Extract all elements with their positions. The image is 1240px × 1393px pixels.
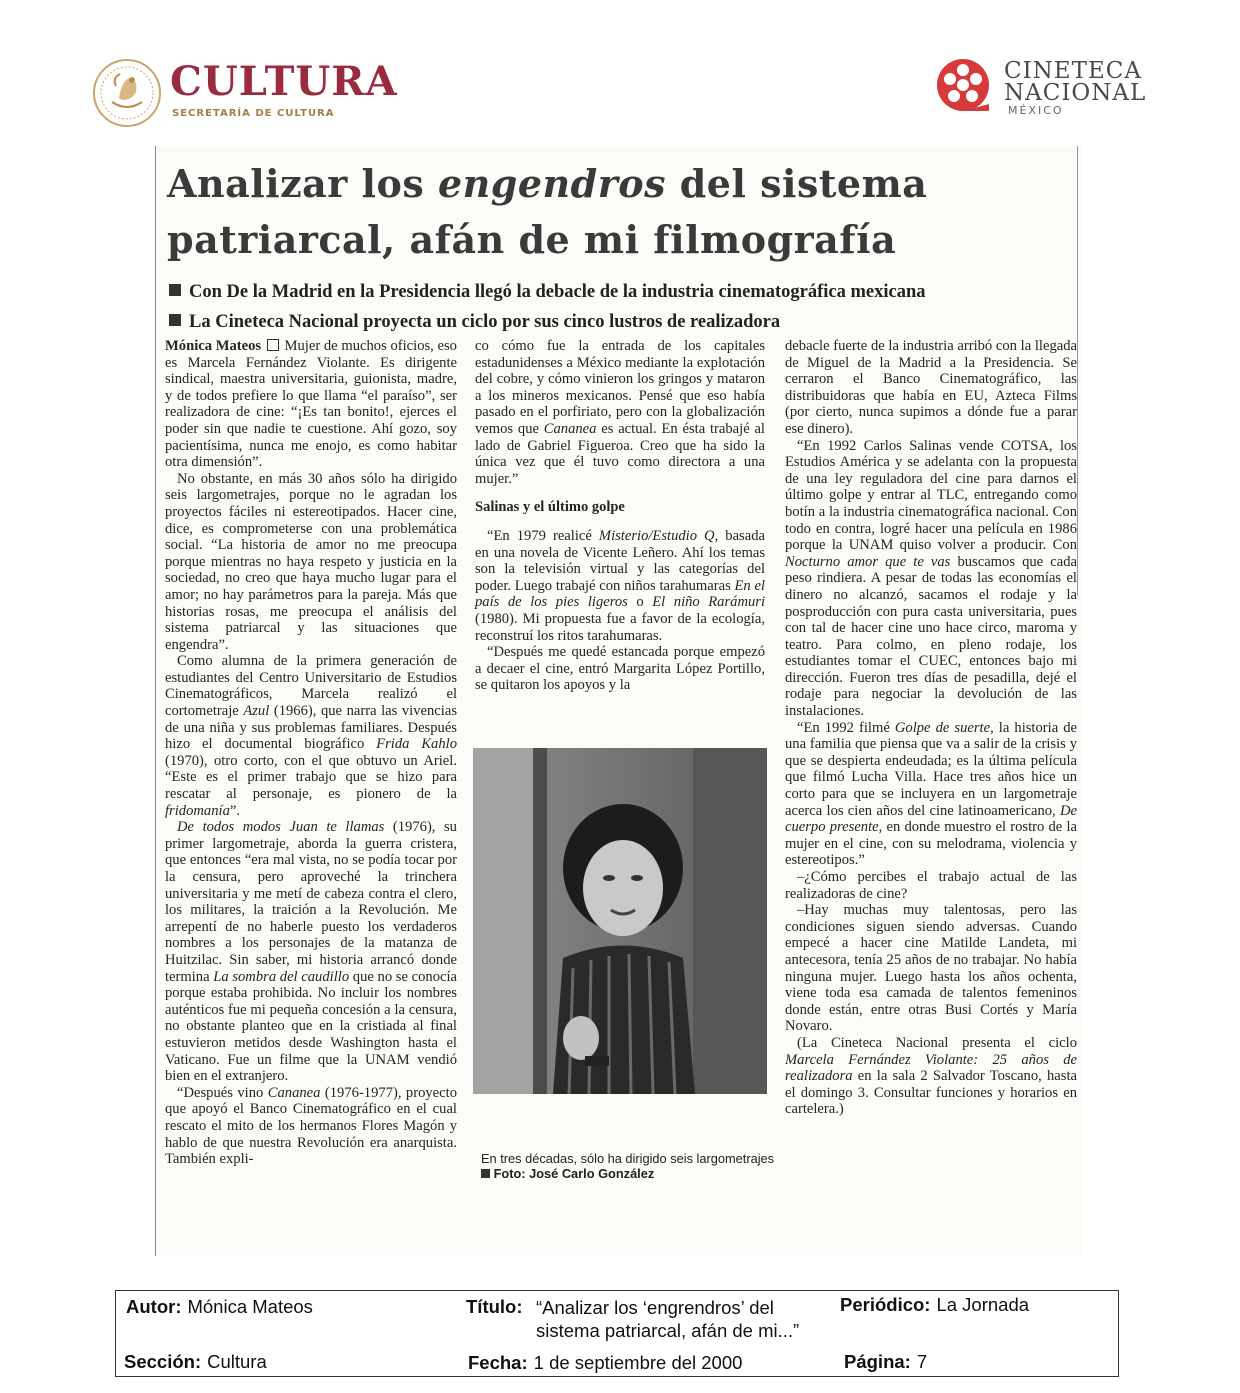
photo-caption: En tres décadas, sólo ha dirigido seis largometrajes Foto: José Carlo González [481,1151,775,1181]
paragraph: “Después vino Cananea (1976-1977), proyecto que apoyó el Banco Cinematográfico en el cual rescato el mito de los hermanos Flores Magón y hablo de que nuestra Revolución era anarquista. También expli- [165,1084,457,1168]
film-reel-icon [936,58,990,112]
bullet-square-icon [481,1169,490,1178]
paragraph: “En 1992 Carlos Salinas vende COTSA, los Estudios América y se adelanta con la propuesta de una ley reguladora del cine para darnos el último golpe y entrar al TLC, entregando como botín a la industria cinematográfica nacional. Con todo en contra, logré hacer una película en 1986 porque la UNAM quiso volver a producir. Con Nocturno amor que te vas buscamos que cada peso rindiera. A pesar de todas las economías el dinero no alcanzó, sacamos el rodaje y la posproducción con pura casta universitaria, pues con tal de hacer cine uno hace circo, maroma y teatro. Para colmo, en pleno rodaje, los estudiantes tomar el CUEC, entonces bajo mi dirección. Fueron tres días de pesadilla, dejé el rodaje para negociar la devolución de las instalaciones. [785,437,1077,720]
article-photo [473,748,767,1094]
bullet-square-icon [169,314,181,326]
paragraph: debacle fuerte de la industria arribó con la llegada de Miguel de la Madrid a la Presidencia. Se cerraron el Banco Cinematográfico, las distribuidoras que había en EU, Azteca Films (por cierto, nunca supimos a dónde fue a parar ese dinero). [785,338,1077,437]
clipping-left-edge [155,146,156,1256]
paragraph: “En 1992 filmé Golpe de suerte, la historia de una familia que piensa que va a salir de la crisis y que se despierta endeudada; es la última película que filmó Lucha Villa. Hace tres años hice un corto para que se incluyera en un largometraje acerca los cien años del cine latinoamericano, De cuerpo presente, en donde muestro el rostro de la mujer en el cine, con su melodrama, violencia y estereotipos.” [785,719,1077,869]
separator-box-icon [267,339,279,351]
coat-of-arms-seal-icon [92,58,162,128]
paragraph: “En 1979 realicé Misterio/Estudio Q, basada en una novela de Vicente Leñero. Ahí los temas son la televisión virtual y las categorías del poder. Luego trabajé con niños tarahumaras En el país de los pies ligeros o El niño Rarámuri (1980). Mi propuesta fue a favor de la ecología, reconstruí los ritos tarahumaras. [475,527,766,644]
paragraph: –Hay muchas muy talentosas, pero las condiciones siguen siendo adversas. Cuando empecé a hacer cine Matilde Landeta, mi antecesora, tenía 25 años de no trabajar. No había ninguna mujer. Luego hasta los años ochenta, viene toda esa camada de talentos femeninos donde están, entre otras Busi Cortés y María Novaro. [785,902,1077,1035]
clipping-right-rule [1077,146,1078,596]
paragraph: co cómo fue la entrada de los capitales estadunidenses a México mediante la explotación del cobre, y cómo vinieron los gringos y mataron a los mineros mexicanos. Pensé que eso había pasado en el porfiriato, pero con la globalización vemos que Cananea es actual. En ésta trabajé al lado de Gabriel Figueroa. Creo que ha sido la única vez que él tuvo como directora a una mujer.” [475,338,765,487]
bullet-square-icon [169,284,181,296]
photo-credit: Foto: José Carlo González [493,1166,655,1181]
cineteca-nacional-logo [934,54,1164,118]
autor-field: Autor: Mónica Mateos [126,1296,313,1317]
titulo-value: “Analizar los ‘engrendros’ del sistema patriarcal, afán de mi...” [536,1297,800,1341]
fecha-field: Fecha: 1 de septiembre del 2000 [468,1352,743,1373]
paragraph: (La Cineteca Nacional presenta el ciclo Marcela Fernández Violante: 25 años de realizadora en la sala 2 Salvador Toscano, hasta el domingo 3. Consultar funciones y horarios en cartelera.) [785,1034,1077,1118]
pagina-field: Página: 7 [844,1351,928,1372]
paragraph: De todos modos Juan te llamas (1976), su primer largometraje, aborda la guerra cristera, que entonces “era mal vista, no se podía tocar por la censura, pero aproveché la trinchera universitaria y me metí de cabeza contra el clero, los militares, la traición a la Revolución. Me arrepentí de no haberle puesto los verdaderos nombres a los personajes de la matanza de Huitzilac. Sin saber, mi historia arrancó donde termina La sombra del caudillo que no se conocía porque estaba prohibida. No incluir los nombres auténticos fue mi pequeña concesión a la censura, no obstante planteo que en la cristiada al final estuvieron metidos desde Washington hasta el Vaticano. Fue un filme que la UNAM vendió bien en el extranjero. [165,819,457,1085]
article-column-1 [165,338,457,1168]
mexico-word: MÉXICO [1008,104,1064,117]
article-deck-1: Con De la Madrid en la Presidencia llegó la debacle de la industria cinematográfica mexicana [169,282,1069,303]
byline: Mónica Mateos [165,338,262,354]
article-headline: Analizar los engendros del sistema patriarcal, afán de mi filmografía [167,161,928,262]
article-column-2 [475,338,765,694]
paragraph: –¿Cómo percibes el trabajo actual de las realizadoras de cine? [785,869,1077,902]
portrait-photo-image [473,748,767,1094]
paragraph: Como alumna de la primera generación de estudiantes del Centro Universitario de Estudios Cinematográficos, Marcela realizó el cortometraje Azul (1966), que narra las vivencias de una niña y sus problemas familiares. Después hizo el documental biográfico Frida Kahlo (1970), otro corto, con el que obtuvo un Ariel. “Este es el primer trabajo que se hizo para rescatar al personaje, es pionero de la fridomanía”. [165,653,457,819]
paragraph: Mónica Mateos Mujer de muchos oficios, eso es Marcela Fernández Violante. Es dirigente sindical, maestra universitaria, guionista, madre, y de todos prefiere lo que llama “el paraíso”, ser realizadora de cine: “¡Es tan bonito!, ejerces el poder sin que nadie te cuestione. Ahí gozo, soy pacientísima, nunca me enojo, es como habitar otra dimensión”. [165,338,457,471]
periodico-field: Periódico: La Jornada [840,1294,1030,1315]
titulo-label: Título: [466,1296,523,1317]
clipping-info-table [115,1290,1119,1377]
newspaper-clipping [155,146,1082,1256]
secretaria-cultura-logo [92,52,422,132]
article-column-3 [785,338,1077,1118]
seccion-field: Sección: Cultura [124,1351,267,1372]
nacional-word: NACIONAL [1004,80,1147,106]
section-subhead: Salinas y el último golpe [475,499,625,516]
paragraph: No obstante, en más 30 años sólo ha dirigido seis largometrajes, porque no le agradan los proyectos fáciles ni estereotipados. Hacer cine, dice, es comprometerse con una problemática social. “La historia de amor no me preocupa porque mientras no haya respeto y justicia en la sociedad, no creo que haya mucho lugar para el amor; no hay parámetros para la pareja. Más que historias rosas, me preocupa el análisis del sistema patriarcal y las situaciones que engendra”. [165,470,457,653]
cineteca-word: CINETECA [1004,58,1142,84]
secretaria-subtitle: SECRETARÍA DE CULTURA [172,108,335,119]
paragraph: “Después me quedé estancada porque empezó a decaer el cine, entró Margarita López Portillo, se quitaron los apoyos y la [475,644,765,694]
cultura-wordmark: CULTURA [170,58,398,105]
article-deck-2: La Cineteca Nacional proyecta un ciclo por sus cinco lustros de realizadora [169,312,1069,333]
